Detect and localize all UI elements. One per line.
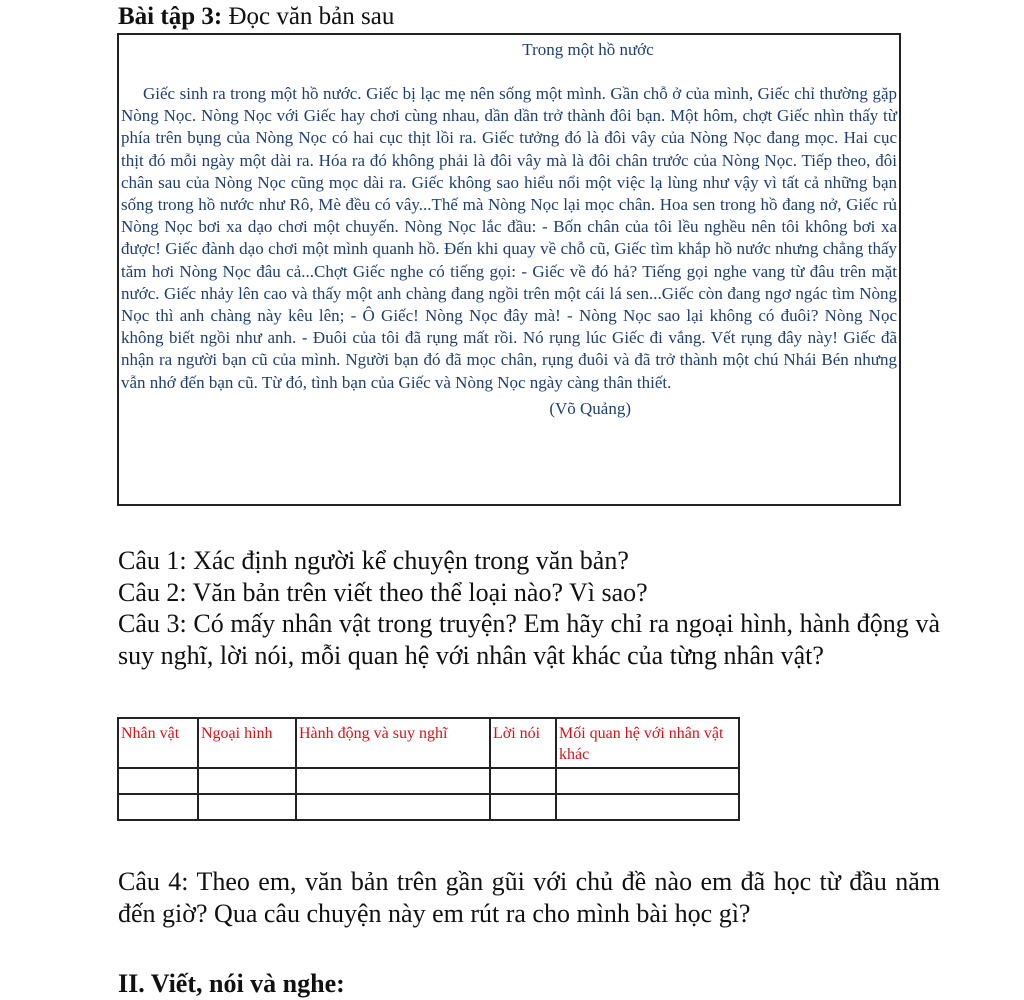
table-cell	[296, 768, 490, 794]
table-cell	[198, 794, 296, 820]
exercise-label: Bài tập 3:	[118, 3, 223, 30]
table-cell	[198, 768, 296, 794]
header-appearance: Ngoại hình	[198, 718, 296, 768]
question-2: Câu 2: Văn bản trên viết theo thể loại nào? Vì sao?	[118, 577, 648, 607]
header-character: Nhân vật	[118, 718, 198, 768]
exercise-heading	[118, 2, 394, 32]
question-1: Câu 1: Xác định người kể chuyện trong văn bản?	[118, 546, 629, 575]
next-section-heading: II. Viết, nói và nghe:	[118, 969, 345, 998]
story-body: Giếc sinh ra trong một hồ nước. Giếc bị lạc mẹ nên sống một mình. Gần chỗ ở của mình, Giếc chỉ thường gặp Nòng Nọc. Nòng Nọc với Giếc hay chơi cùng nhau, dần dần trở thành đôi bạn. Một hôm, chợt Giếc nhìn thấy từ phía trên bụng của Nòng Nọc có hai cục thịt lồi ra. Giếc tưởng đó là đôi vây của Nòng Nọc đang mọc. Hai cục thịt đó mỗi ngày một dài ra. Hóa ra đó không phải là đôi vây mà là đôi chân trước của Nòng Nọc. Tiếp theo, đôi chân sau của Nòng Nọc cũng mọc dài ra. Giếc không sao hiểu nổi một việc lạ lùng như vậy vì tất cả những bạn sống trong hồ nước như Rô, Mè đều có vây...Thế mà Nòng Nọc lại mọc chân. Hoa sen trong hồ đang nở, Giếc rủ Nòng Nọc bơi xa dạo chơi một chuyến. Nòng Nọc lắc đầu: - Bốn chân của tôi lều nghều nên tôi không bơi xa được! Giếc đành dạo chơi một mình quanh hồ. Đến khi quay về chỗ cũ, Giếc tìm khắp hồ nước nhưng chẳng thấy tăm hơi Nòng Nọc đâu cả...Chợt Giếc nghe có tiếng gọi: - Giếc về đó hả? Tiếng gọi nghe vang từ đâu trên mặt nước. Giếc nhảy lên cao và thấy một anh chàng đang ngồi trên một cái lá sen...Giếc còn đang ngơ ngác tìm Nòng Nọc thì anh chàng này kêu lên; - Ô Giếc! Nòng Nọc đây mà! - Nòng Nọc sao lại không có đuôi? Nòng Nọc không biết ngồi như anh. - Đuôi của tôi đã rụng mất rồi. Nó rụng lúc Giếc đi vắng. Vết rụng đây này! Giếc đã nhận ra người bạn cũ của mình. Người bạn đó đã mọc chân, rụng đuôi và đã trở thành một chú Nhái Bén nhưng vẫn nhớ đến bạn cũ. Từ đó, tình bạn của Giếc và Nòng Nọc ngày càng thân thiết.	[121, 84, 897, 392]
table-cell	[556, 794, 739, 820]
table-row	[118, 768, 739, 794]
table-row	[118, 794, 739, 820]
question-4: Câu 4: Theo em, văn bản trên gần gũi với chủ đề nào em đã học từ đầu năm đến giờ? Qua câu chuyện này em rút ra cho mình bài học gì?	[118, 867, 940, 928]
table-header-row	[118, 718, 739, 768]
story-author: (Võ Quảng)	[549, 398, 631, 418]
exercise-instruction: Đọc văn bản sau	[228, 3, 395, 30]
header-relationships: Mối quan hệ với nhân vật khác	[556, 718, 739, 768]
story-title: Trong một hồ nước	[522, 40, 654, 59]
table-cell	[556, 768, 739, 794]
table-cell	[118, 768, 198, 794]
character-table	[117, 717, 740, 821]
question-3: Câu 3: Có mấy nhân vật trong truyện? Em hãy chỉ ra ngoại hình, hành động và suy nghĩ, lời nói, mỗi quan hệ với nhân vật khác của từng nhân vật?	[118, 609, 940, 670]
table-cell	[490, 768, 556, 794]
table-cell	[118, 794, 198, 820]
table-cell	[490, 794, 556, 820]
story-box	[117, 33, 901, 506]
table-cell	[296, 794, 490, 820]
header-actions-thoughts: Hành động và suy nghĩ	[296, 718, 490, 768]
header-speech: Lời nói	[490, 718, 556, 768]
questions-block	[118, 545, 940, 671]
